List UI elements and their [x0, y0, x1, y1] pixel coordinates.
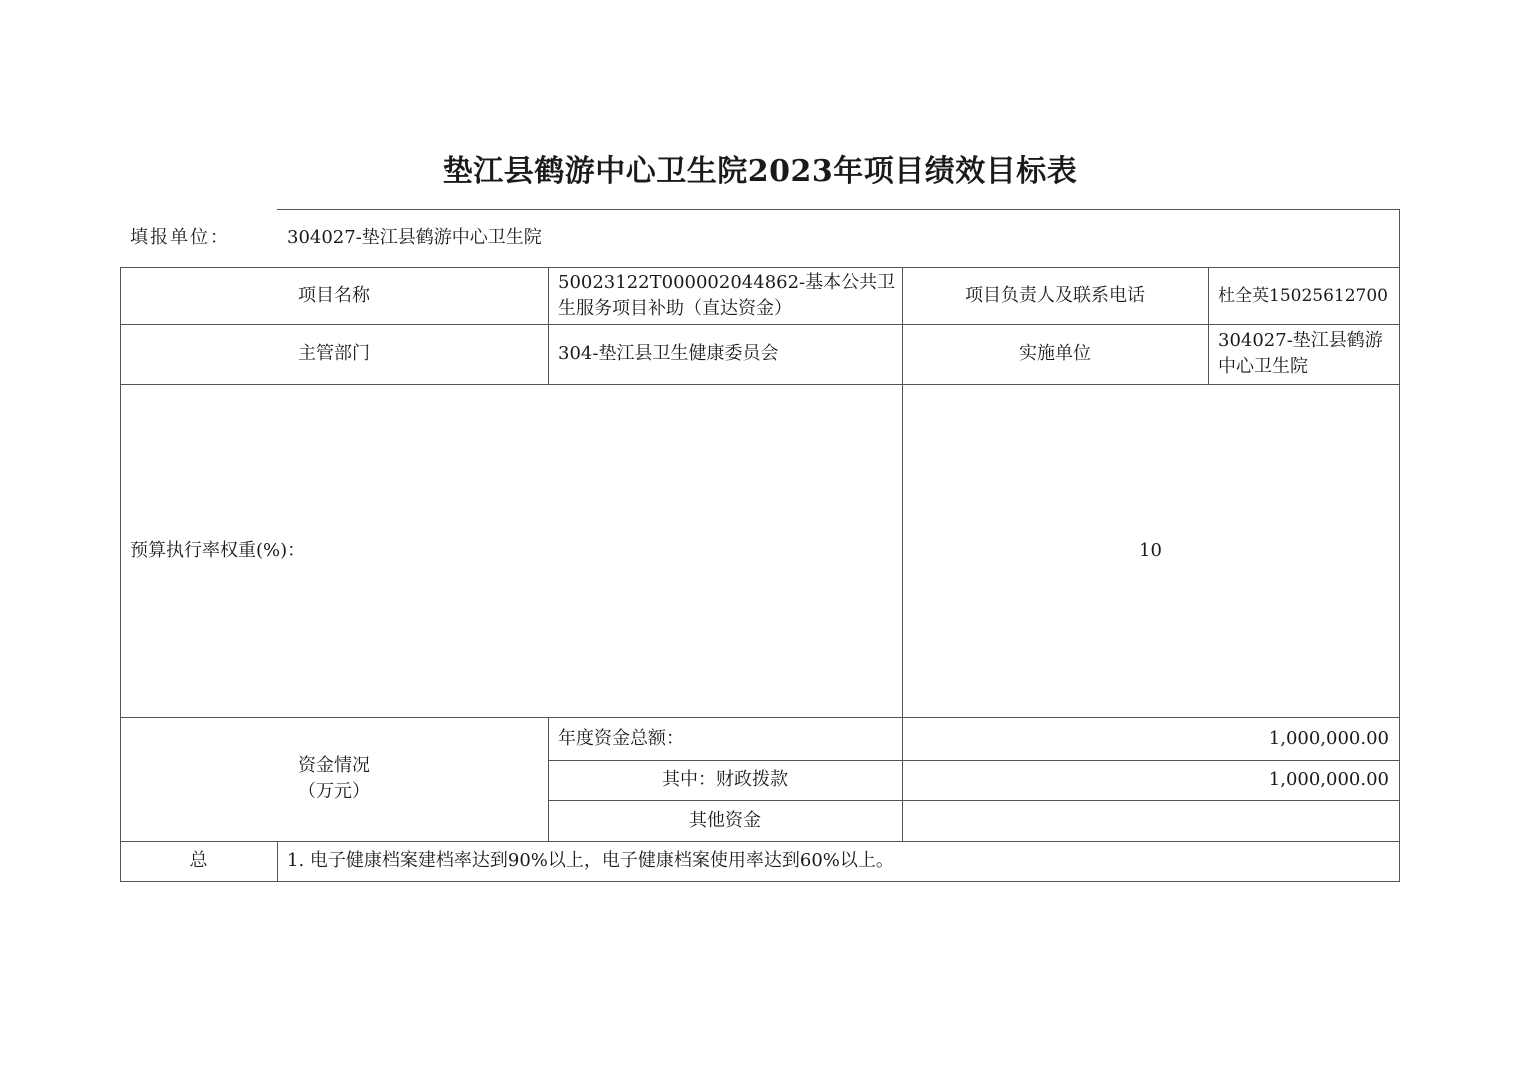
- funds-label: [120, 717, 548, 841]
- dept-value: 304-垫江县卫生健康委员会: [558, 343, 779, 364]
- budget-weight-label: 预算执行率权重(%)：: [130, 539, 306, 561]
- impl-unit-label: 实施单位: [1019, 343, 1091, 364]
- other-funds-value: [902, 800, 1399, 841]
- dept-label: 主管部门: [298, 343, 370, 364]
- fill-unit-value: 304027-垫江县鹤游中心卫生院: [287, 227, 542, 248]
- funds-label-line1: 资金情况: [298, 755, 370, 776]
- contact-label: 项目负责人及联系电话: [965, 284, 1145, 306]
- contact-value: 杜全英15025612700: [1218, 285, 1388, 306]
- project-name-value: 50023122T000002044862-基本公共卫生服务项目补助（直达资金）: [558, 271, 896, 319]
- overall-goal-label: 总: [189, 850, 208, 871]
- other-funds-label: 其他资金: [689, 809, 761, 831]
- fiscal-value: 1,000,000.00: [1268, 769, 1389, 790]
- page-title: 垫江县鹤游中心卫生院2023年项目绩效目标表: [442, 154, 1078, 189]
- budget-weight-value: 10: [1139, 539, 1162, 561]
- fill-unit-label: 填报单位：: [130, 227, 230, 248]
- annual-total-value: 1,000,000.00: [1268, 727, 1389, 749]
- project-name-label: 项目名称: [298, 284, 370, 306]
- funds-label-line2: （万元）: [298, 781, 370, 802]
- annual-total-label: 年度资金总额：: [558, 727, 684, 749]
- impl-unit-value: 304027-垫江县鹤游中心卫生院: [1218, 330, 1383, 377]
- fiscal-label: 其中：财政拨款: [662, 769, 788, 790]
- overall-goal-text: 1. 电子健康档案建档率达到90%以上，电子健康档案使用率达到60%以上。: [287, 850, 894, 871]
